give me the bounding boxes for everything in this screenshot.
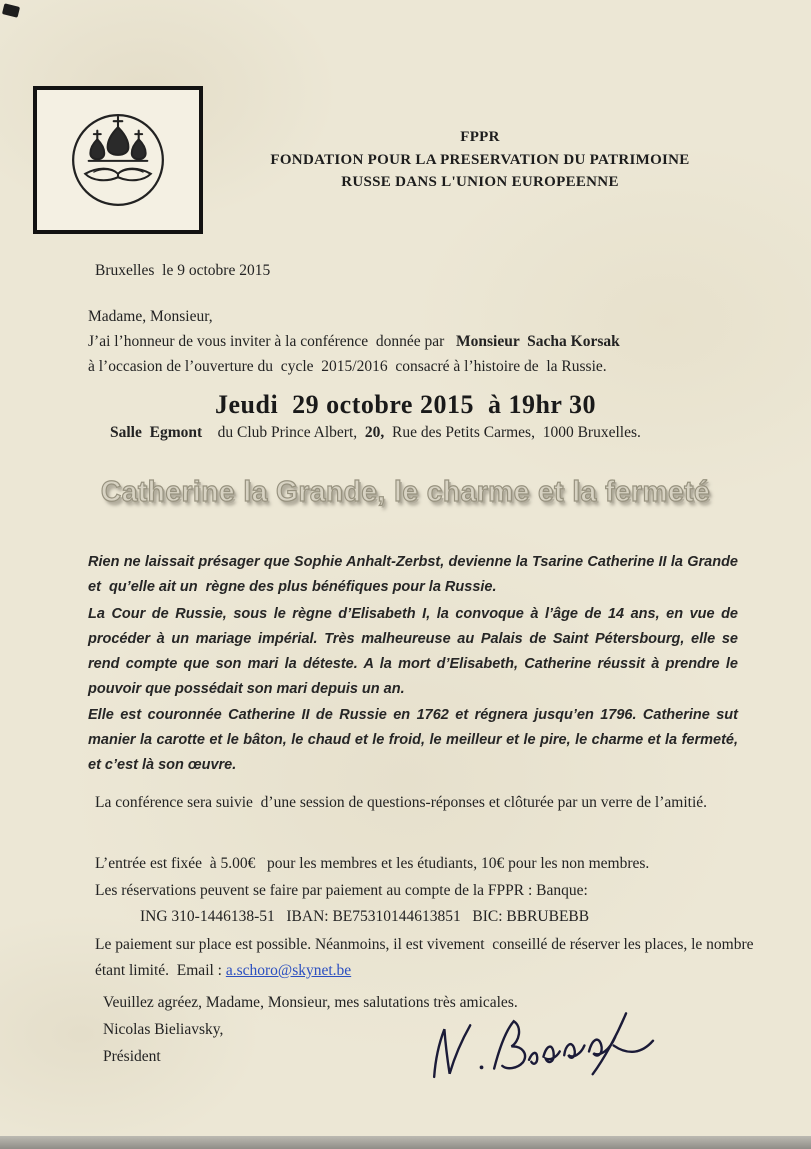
price-line: L’entrée est fixée à 5.00€ pour les membres et les étudiants, 10€ pour les non membres. [95,855,650,872]
closing-line: Veuillez agréez, Madame, Monsieur, mes salutations très amicales. [103,994,518,1011]
signature [415,999,670,1101]
fppr-logo [33,86,203,234]
body-paragraph: Rien ne laissait présager que Sophie Anhalt-Zerbst, devienne la Tsarine Catherine II la Grande et qu’elle ait un règne des plus bénéfiques pour la Russie. [88,554,743,595]
followup-note: La conférence sera suivie d’une session de questions-réponses et clôturée par un verre de l’amitié. [95,794,708,811]
invitation-line2: à l’occasion de l’ouverture du cycle 2015/2016 consacré à l’histoire de la Russie. [88,358,607,375]
venue-number: 20, [364,424,385,441]
event-datetime: Jeudi 29 octobre 2015 à 19hr 30 [215,390,596,419]
dateline: Bruxelles le 9 octobre 2015 [95,262,271,279]
payment-note [95,932,758,984]
org-name-line2: RUSSE DANS L'UNION EUROPEENNE [341,174,619,190]
org-header [200,126,760,193]
venue-address: Rue des Petits Carmes, 1000 Bruxelles. [384,424,641,441]
body-paragraph: Elle est couronnée Catherine II de Russie en 1762 et régnera jusqu’en 1796. Catherine sut manier la carotte et le bâton, le chaud et le froid, le meilleur et le pire, le charme et la fermeté, et c’est là son œuvre. [88,707,743,773]
org-abbreviation: FPPR [460,129,500,145]
venue-club: du Club Prince Albert, [202,424,365,441]
email-link[interactable]: a.schoro@skynet.be [225,962,352,979]
payment-text: Le paiement sur place est possible. Néanmoins, il est vivement conseillé de réserver les places, le nombre étant limité. Email : [95,936,758,979]
conference-title: Catherine la Grande, le charme et la fermeté [100,476,711,508]
scan-edge-bottom [0,1136,811,1149]
org-name-line1: FONDATION POUR LA PRESERVATION DU PATRIMOINE [270,152,690,168]
speaker-name: Monsieur Sacha Korsak [455,333,620,350]
invitation-text: J’ai l’honneur de vous inviter à la conférence donnée par [88,333,456,350]
sender-name: Nicolas Bieliavsky, [103,1021,224,1038]
invitation-line1 [88,333,768,351]
body-paragraph: La Cour de Russie, sous le règne d’Elisabeth I, la convoque à l’âge de 14 ans, en vue de procéder à un mariage impérial. Très malheureuse au Palais de Saint Pétersbourg, elle se rend compte que son mari la déteste. A la mort d’Elisabeth, Catherine réussit à prendre le pouvoir que possédait son mari depuis un an. [88,606,743,697]
church-domes-icon [49,99,187,221]
venue-hall: Salle Egmont [110,424,203,441]
reservation-line: Les réservations peuvent se faire par paiement au compte de la FPPR : Banque: [95,882,588,899]
scan-artifact-corner [2,3,20,18]
sender-title: Président [103,1048,161,1065]
salutation: Madame, Monsieur, [88,308,213,325]
bank-details: ING 310-1446138-51 IBAN: BE75310144613851 BIC: BBRUBEBB [140,908,590,925]
venue-line [110,424,770,442]
